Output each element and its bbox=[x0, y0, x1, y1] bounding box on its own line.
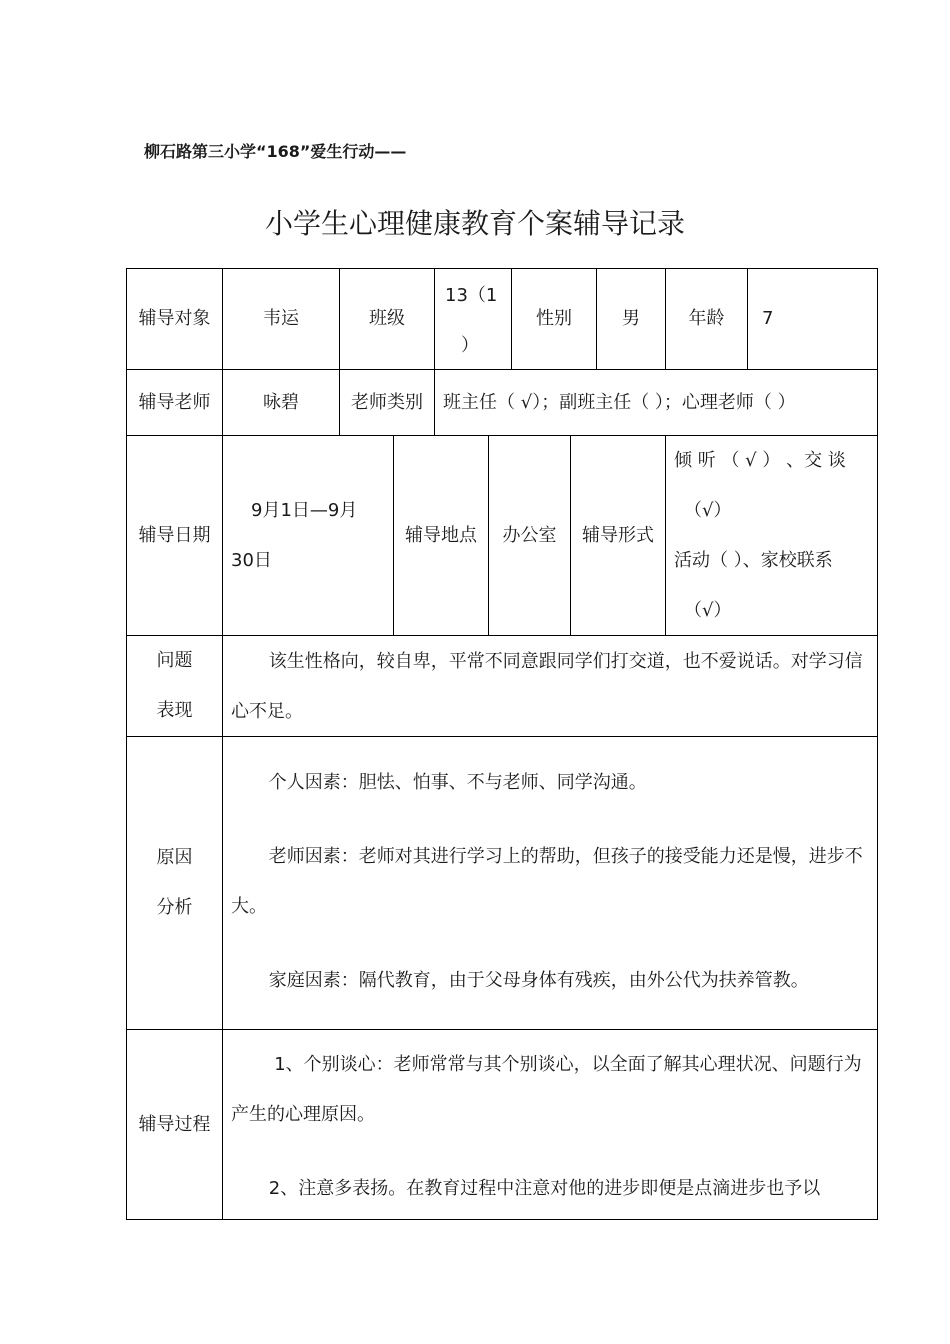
process-text bbox=[222, 1029, 878, 1220]
date-value: 9月1日—9月 30日 bbox=[222, 435, 394, 636]
problem-text: 该生性格向，较自卑，平常不同意跟同学们打交道，也不爱说话。对学习信心不足。 bbox=[222, 635, 878, 737]
gender-value: 男 bbox=[596, 268, 666, 370]
label-place: 辅导地点 bbox=[393, 435, 489, 636]
label-age: 年龄 bbox=[665, 268, 748, 370]
age-value: 7 bbox=[747, 268, 878, 370]
label-teacher-type: 老师类别 bbox=[339, 369, 435, 436]
process-item-2: 2、注意多表扬。在教育过程中注意对他的进步即便是点滴进步也予以 bbox=[268, 1178, 821, 1199]
label-process: 辅导过程 bbox=[126, 1029, 223, 1220]
label-form: 辅导形式 bbox=[570, 435, 666, 636]
cause-text bbox=[222, 736, 878, 1030]
label-date: 辅导日期 bbox=[126, 435, 223, 636]
label-problem: 问题 表现 bbox=[126, 635, 223, 737]
process-item-1: 1、个别谈心：老师常常与其个别谈心，以全面了解其心理状况、问题行为产生的心理原因。 bbox=[231, 1054, 862, 1125]
teacher-type-value: 班主任（ √）；副班主任（ ）；心理老师（ ） bbox=[434, 369, 878, 436]
class-value: 13（1 ） bbox=[434, 268, 512, 370]
label-gender: 性别 bbox=[511, 268, 597, 370]
subject-value: 韦运 bbox=[222, 268, 340, 370]
cause-teacher: 老师因素：老师对其进行学习上的帮助，但孩子的接受能力还是慢，进步不大。 bbox=[231, 846, 863, 917]
label-teacher: 辅导老师 bbox=[126, 369, 223, 436]
teacher-value: 咏碧 bbox=[222, 369, 340, 436]
school-header: 柳石路第三小学“168”爱生行动—— bbox=[144, 142, 407, 161]
record-title: 小学生心理健康教育个案辅导记录 bbox=[264, 207, 685, 240]
label-subject: 辅导对象 bbox=[126, 268, 223, 370]
label-class: 班级 bbox=[339, 268, 435, 370]
label-cause: 原因 分析 bbox=[126, 736, 223, 1030]
cause-personal: 个人因素：胆怯、怕事、不与老师、同学沟通。 bbox=[268, 772, 647, 793]
form-value: 倾 听 （ √ ） 、交 谈 （√） 活动（ ）、家校联系 （√） bbox=[665, 435, 878, 636]
place-value: 办公室 bbox=[488, 435, 571, 636]
cause-family: 家庭因素：隔代教育，由于父母身体有残疾，由外公代为扶养管教。 bbox=[268, 970, 809, 991]
